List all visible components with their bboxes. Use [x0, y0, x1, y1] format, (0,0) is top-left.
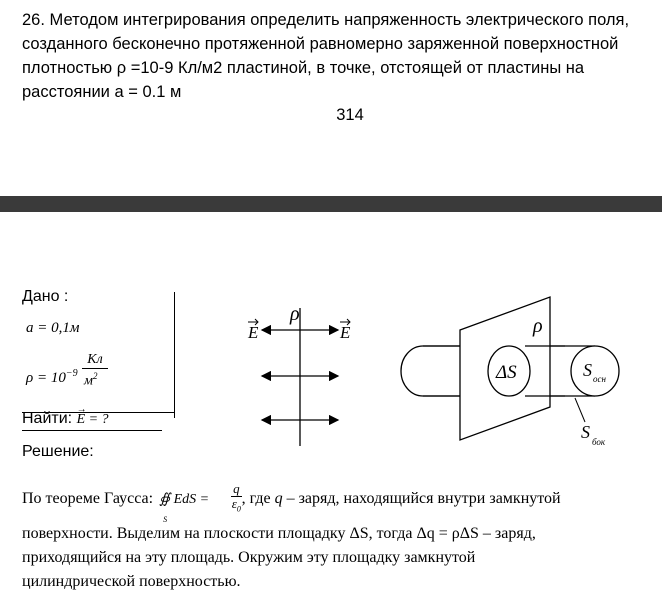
gauss-cylinder-diagram	[385, 292, 655, 452]
s-base-sub: осн	[593, 374, 606, 384]
rho-label: ρ	[290, 303, 300, 325]
given-rho-unit-den-exp: 2	[92, 371, 98, 381]
plate-field-diagram	[240, 300, 370, 450]
given-a: a = 0,1м	[26, 320, 80, 336]
vector-arrow-icon: →	[76, 404, 87, 415]
s-side-sub: бок	[592, 437, 606, 447]
gauss-denominator: $\varepsilon_0$	[231, 496, 241, 514]
gauss-tail-q: q	[274, 489, 283, 507]
given-rho-exp: −9	[65, 368, 78, 379]
given-rho-unit-den	[84, 371, 97, 390]
given-rho-unit-num: Кл	[82, 352, 108, 369]
gauss-formula-lhs: ∯ EdS =	[159, 492, 210, 508]
solution-line-1	[22, 481, 640, 525]
solution-line-2: поверхности. Выделим на плоскости площадку ΔS, тогда Δq = ρΔS – заряд,	[22, 525, 536, 542]
delta-s-label: ΔS	[496, 362, 517, 383]
gauss-fraction	[231, 482, 242, 517]
solution-label: Решение:	[22, 443, 94, 460]
separator-bar	[0, 196, 662, 212]
gauss-intro: По теореме Гаусса:	[22, 489, 154, 507]
gauss-tail-2: – заряд, находящийся внутри замкнутой	[286, 489, 561, 507]
rho-label-right: ρ	[533, 315, 543, 337]
problem-statement: 26. Методом интегрирования определить напряженность электрического поля, созданного бесконечно протяженной равномерно заряженной поверхностной плотностью ρ =10-9 Кл/м2 пластиной, в точке, отстоящей от пластины на расстоянии a = 0.1 м	[22, 11, 630, 101]
e-right-label: E	[340, 323, 351, 342]
find-divider	[22, 430, 162, 431]
find-line	[22, 404, 109, 428]
given-divider-vertical	[174, 292, 175, 418]
cylinder-right-base	[571, 346, 619, 396]
s-base-label: S	[583, 360, 592, 380]
given-rho-lhs: ρ = 10	[26, 370, 66, 386]
gauss-formula	[157, 488, 227, 525]
s-side-label: S	[581, 422, 590, 442]
e-left-label: E	[248, 323, 259, 342]
page-number: 314	[336, 106, 364, 124]
gauss-tail-1: , где	[241, 489, 271, 507]
solution-line-4: цилиндрической поверхностью.	[22, 573, 241, 590]
cylinder-left-cap	[401, 346, 423, 396]
find-expr: → E = ?	[76, 404, 109, 427]
gauss-surface-sub: S	[163, 515, 168, 525]
find-label: Найти:	[22, 410, 73, 427]
gauss-numerator: q	[233, 481, 240, 496]
given-label: Дано :	[22, 288, 69, 305]
given-rho-unit-den-base: м	[84, 373, 93, 389]
solution-line-3: приходящийся на эту площадь. Окружим эту площадку замкнутой	[22, 549, 476, 566]
given-rho	[26, 368, 78, 387]
s-side-pointer	[575, 398, 585, 422]
